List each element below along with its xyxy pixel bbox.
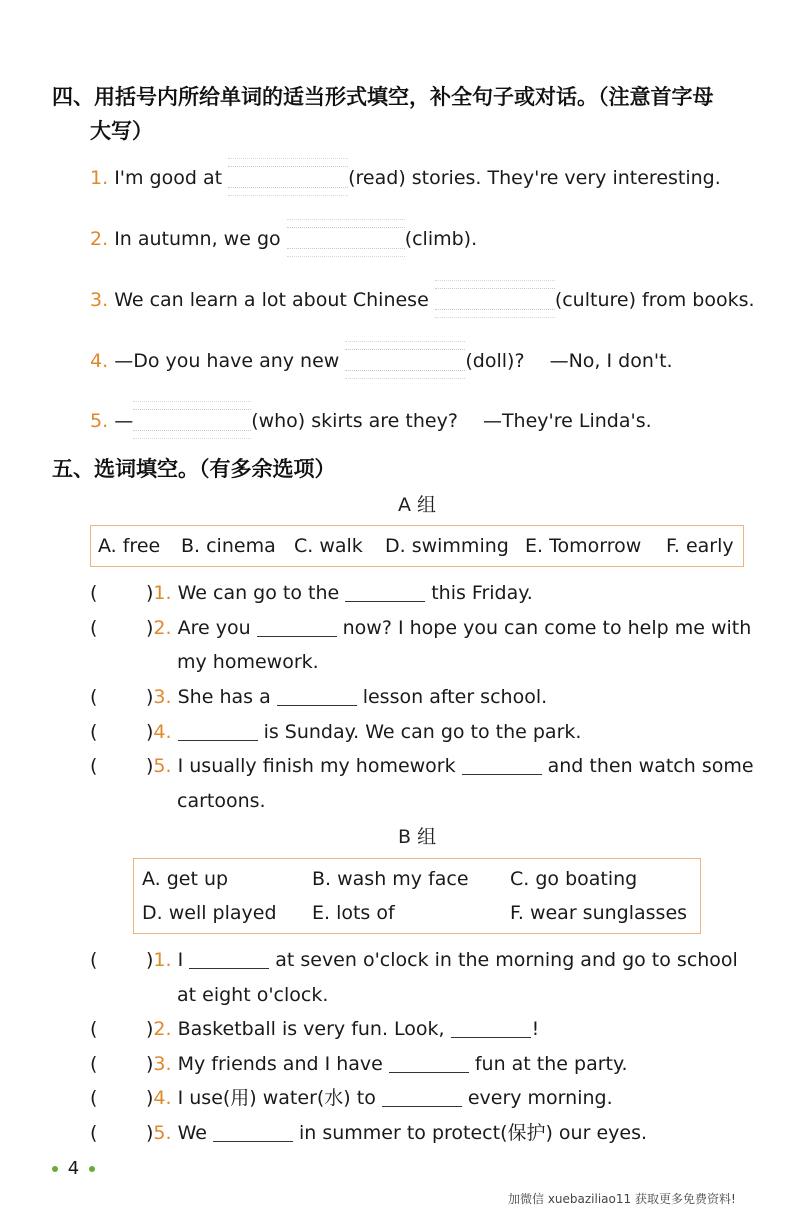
- section5-title: 五、选词填空。（有多余选项）: [52, 457, 336, 481]
- s4-item-number: 3.: [90, 289, 109, 311]
- answer-paren-open[interactable]: (: [90, 721, 98, 743]
- answer-paren-open[interactable]: (: [90, 686, 98, 708]
- bullet-dot-icon: [52, 1166, 58, 1172]
- answer-paren-open[interactable]: (: [90, 1087, 98, 1109]
- s4-item-text-after: (doll)? —No, I don't.: [465, 350, 673, 372]
- answer-blank[interactable]: [189, 950, 269, 969]
- option: F. wear sunglasses: [510, 902, 688, 924]
- item-text-after: fun at the party.: [474, 1053, 628, 1075]
- item-text-before: Basketball is very fun. Look,: [177, 1018, 445, 1040]
- group-a-label: A 组: [398, 494, 437, 516]
- item-number: 3.: [153, 1053, 172, 1075]
- item-text-before: She has a: [177, 686, 271, 708]
- item-text-before: I usually finish my homework: [177, 755, 456, 777]
- answer-paren-open[interactable]: (: [90, 949, 98, 971]
- item-text-before: I: [177, 949, 184, 971]
- item-number: 2.: [153, 617, 172, 639]
- page-number: 4: [67, 1158, 80, 1179]
- a-item-2-continuation: my homework.: [177, 651, 319, 673]
- item-text-after: and then watch some: [547, 755, 754, 777]
- option: C. walk: [294, 535, 363, 557]
- a-item-4: [90, 715, 581, 749]
- answer-blank[interactable]: [345, 583, 425, 602]
- group-b-options-box: [133, 858, 701, 934]
- answer-paren-close: ): [146, 1018, 154, 1040]
- s4-item-text-after: (who) skirts are they? —They're Linda's.: [251, 410, 652, 432]
- option: A. free: [98, 535, 161, 557]
- answer-paren-close: ): [146, 949, 154, 971]
- answer-blank[interactable]: [133, 409, 251, 431]
- answer-blank[interactable]: [178, 722, 258, 741]
- answer-blank[interactable]: [451, 1019, 531, 1038]
- answer-blank[interactable]: [257, 618, 337, 637]
- b-item-2: [90, 1012, 539, 1046]
- item-number: 3.: [153, 686, 172, 708]
- s4-item-number: 5.: [90, 410, 109, 432]
- answer-paren-close: ): [146, 686, 154, 708]
- answer-paren-close: ): [146, 1087, 154, 1109]
- item-text-after: at seven o'clock in the morning and go to school: [275, 949, 738, 971]
- s4-item-text-before: —Do you have any new: [114, 350, 340, 372]
- answer-blank[interactable]: [345, 349, 465, 371]
- group-b-label: B 组: [398, 826, 437, 848]
- section4-title-line2: 大写）: [90, 119, 153, 143]
- s4-item-4: [90, 348, 673, 374]
- item-text-after: !: [531, 1018, 540, 1040]
- item-text-after: is Sunday. We can go to the park.: [263, 721, 582, 743]
- page-number-block: [52, 1158, 95, 1179]
- section4-title-line1: 四、用括号内所给单词的适当形式填空，补全句子或对话。（注意首字母: [52, 85, 714, 109]
- answer-paren-close: ): [146, 582, 154, 604]
- item-number: 2.: [153, 1018, 172, 1040]
- item-text-before: We can go to the: [177, 582, 340, 604]
- answer-paren-open[interactable]: (: [90, 617, 98, 639]
- item-number: 4.: [153, 721, 172, 743]
- s4-item-text-before: I'm good at: [114, 167, 223, 189]
- b-item-1: [90, 943, 738, 977]
- item-number: 1.: [153, 949, 172, 971]
- a-item-5: [90, 749, 754, 783]
- s4-item-text-after: (read) stories. They're very interesting.: [348, 167, 721, 189]
- answer-paren-open[interactable]: (: [90, 755, 98, 777]
- item-text-before: I use(用) water(水) to: [177, 1087, 376, 1109]
- option: F. early: [666, 535, 734, 557]
- answer-paren-close: ): [146, 1053, 154, 1075]
- b-item-4: [90, 1081, 613, 1115]
- s4-item-text-after: (climb).: [404, 228, 478, 250]
- s4-item-text-before: We can learn a lot about Chinese: [114, 289, 429, 311]
- a-item-1: [90, 576, 533, 610]
- answer-blank[interactable]: [389, 1054, 469, 1073]
- answer-blank[interactable]: [277, 687, 357, 706]
- answer-blank[interactable]: [228, 166, 348, 188]
- answer-paren-close: ): [146, 721, 154, 743]
- item-text-after: now? I hope you can come to help me with: [342, 617, 752, 639]
- answer-blank[interactable]: [213, 1123, 293, 1142]
- answer-paren-close: ): [146, 1122, 154, 1144]
- answer-paren-close: ): [146, 755, 154, 777]
- s4-item-5: [90, 408, 652, 434]
- bullet-dot-icon: [89, 1166, 95, 1172]
- item-number: 1.: [153, 582, 172, 604]
- item-number: 5.: [153, 1122, 172, 1144]
- s4-item-text-before: —: [114, 410, 134, 432]
- s4-item-2: [90, 226, 477, 252]
- item-number: 5.: [153, 755, 172, 777]
- s4-item-3: [90, 287, 755, 313]
- watermark: 加微信 xuebaziliao11 获取更多免费资料!: [508, 1192, 736, 1206]
- s4-item-text-before: In autumn, we go: [114, 228, 281, 250]
- a-item-5-continuation: cartoons.: [177, 790, 266, 812]
- item-text-after: every morning.: [467, 1087, 613, 1109]
- section4-title: [52, 80, 714, 148]
- b-item-3: [90, 1047, 628, 1081]
- s4-item-1: [90, 165, 721, 191]
- s4-item-number: 4.: [90, 350, 109, 372]
- b-item-1-continuation: at eight o'clock.: [177, 984, 329, 1006]
- answer-paren-open[interactable]: (: [90, 1018, 98, 1040]
- a-item-2: [90, 611, 751, 645]
- group-a-options-box: [90, 525, 744, 567]
- item-text-after: lesson after school.: [362, 686, 548, 708]
- option: E. lots of: [312, 902, 395, 924]
- answer-paren-open[interactable]: (: [90, 1053, 98, 1075]
- b-item-5: [90, 1116, 647, 1150]
- option: E. Tomorrow: [525, 535, 642, 557]
- answer-blank[interactable]: [462, 756, 542, 775]
- answer-blank[interactable]: [382, 1088, 462, 1107]
- answer-blank[interactable]: [435, 288, 555, 310]
- option: C. go boating: [510, 868, 638, 890]
- option: A. get up: [142, 868, 229, 890]
- option: B. wash my face: [312, 868, 469, 890]
- option: D. swimming: [385, 535, 509, 557]
- answer-paren-open[interactable]: (: [90, 1122, 98, 1144]
- s4-item-number: 1.: [90, 167, 109, 189]
- answer-paren-open[interactable]: (: [90, 582, 98, 604]
- item-text-before: My friends and I have: [177, 1053, 383, 1075]
- item-text-before: Are you: [177, 617, 251, 639]
- answer-blank[interactable]: [287, 227, 405, 249]
- option: B. cinema: [181, 535, 276, 557]
- item-number: 4.: [153, 1087, 172, 1109]
- s4-item-number: 2.: [90, 228, 109, 250]
- item-text-after: in summer to protect(保护) our eyes.: [298, 1122, 648, 1144]
- item-text-after: this Friday.: [431, 582, 533, 604]
- option: D. well played: [142, 902, 277, 924]
- a-item-3: [90, 680, 547, 714]
- s4-item-text-after: (culture) from books.: [554, 289, 755, 311]
- item-text-before: We: [177, 1122, 207, 1144]
- answer-paren-close: ): [146, 617, 154, 639]
